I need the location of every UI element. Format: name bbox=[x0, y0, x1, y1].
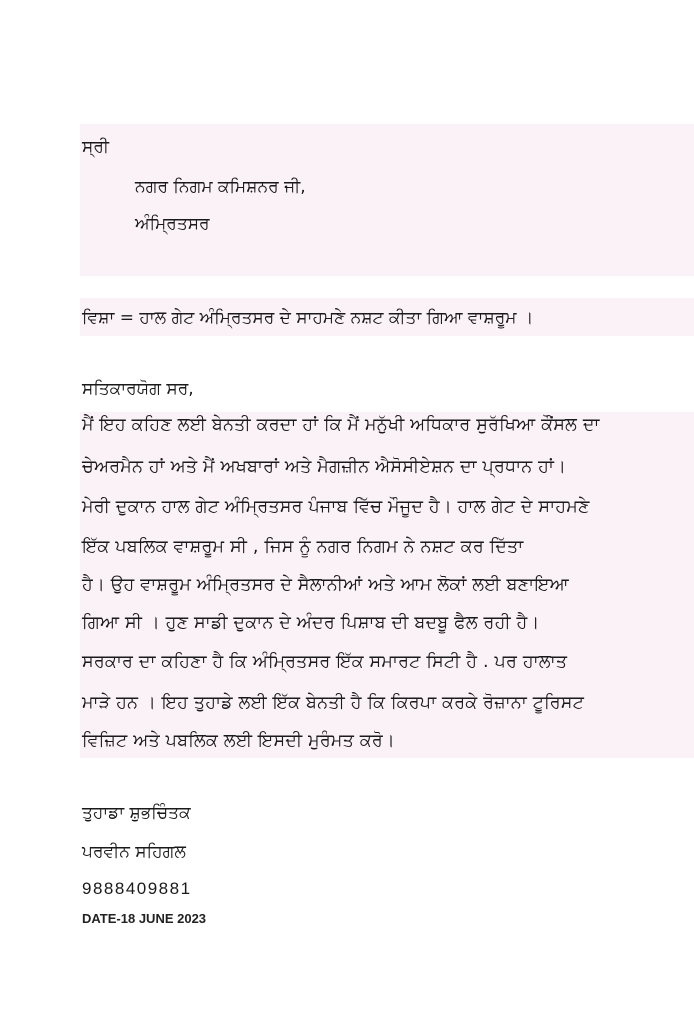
phone-number: 9888409881 bbox=[82, 879, 192, 898]
body-line-4: ਇੱਕ ਪਬਲਿਕ ਵਾਸ਼ਰੂਮ ਸੀ , ਜਿਸ ਨੂੰ ਨਗਰ ਨਿਗਮ ਨੇ ਨਸ਼ਟ ਕਰ ਦਿੱਤਾ bbox=[82, 537, 524, 557]
closing: ਤੁਹਾਡਾ ਸ਼ੁਭਚਿੰਤਕ bbox=[82, 803, 191, 823]
body-line-5: ਹੈ। ਉਹ ਵਾਸ਼ਰੂਮ ਅੰਮ੍ਰਿਤਸਰ ਦੇ ਸੈਲਾਨੀਆਂ ਅਤੇ ਆਮ ਲੋਕਾਂ ਲਈ ਬਣਾਇਆ bbox=[82, 575, 569, 595]
letter-date: DATE-18 JUNE 2023 bbox=[82, 911, 207, 926]
subject-line: ਵਿਸ਼ਾ = ਹਾਲ ਗੇਟ ਅੰਮ੍ਰਿਤਸਰ ਦੇ ਸਾਹਮਣੇ ਨਸ਼ਟ ਕੀਤਾ ਗਿਆ ਵਾਸ਼ਰੂਮ । bbox=[82, 308, 534, 328]
greeting: ਸਤਿਕਾਰਯੋਗ ਸਰ, bbox=[82, 379, 194, 399]
salutation: ਸ੍ਰੀ bbox=[82, 137, 109, 157]
recipient-title: ਨਗਰ ਨਿਗਮ ਕਮਿਸ਼ਨਰ ਜੀ, bbox=[135, 177, 306, 197]
body-line-1: ਮੈਂ ਇਹ ਕਹਿਣ ਲਈ ਬੇਨਤੀ ਕਰਦਾ ਹਾਂ ਕਿ ਮੈਂ ਮਨੁੱਖੀ ਅਧਿਕਾਰ ਸੁਰੱਖਿਆ ਕੌਂਸਲ ਦਾ bbox=[82, 415, 600, 435]
recipient-city: ਅੰਮ੍ਰਿਤਸਰ bbox=[135, 214, 210, 234]
body-line-2: ਚੇਅਰਮੈਨ ਹਾਂ ਅਤੇ ਮੈਂ ਅਖਬਾਰਾਂ ਅਤੇ ਮੈਗਜ਼ੀਨ ਐਸੋਸੀਏਸ਼ਨ ਦਾ ਪ੍ਰਧਾਨ ਹਾਂ। bbox=[82, 457, 567, 477]
body-line-3: ਮੇਰੀ ਦੁਕਾਨ ਹਾਲ ਗੇਟ ਅੰਮ੍ਰਿਤਸਰ ਪੰਜਾਬ ਵਿੱਚ ਮੌਜੂਦ ਹੈ। ਹਾਲ ਗੇਟ ਦੇ ਸਾਹਮਣੇ bbox=[82, 497, 590, 517]
body-line-9: ਵਿਜ਼ਿਟ ਅਤੇ ਪਬਲਿਕ ਲਈ ਇਸਦੀ ਮੁਰੰਮਤ ਕਰੋ। bbox=[82, 731, 395, 751]
body-line-7: ਸਰਕਾਰ ਦਾ ਕਹਿਣਾ ਹੈ ਕਿ ਅੰਮ੍ਰਿਤਸਰ ਇੱਕ ਸਮਾਰਟ ਸਿਟੀ ਹੈ . ਪਰ ਹਾਲਾਤ bbox=[82, 652, 568, 672]
body-line-6: ਗਿਆ ਸੀ । ਹੁਣ ਸਾਡੀ ਦੁਕਾਨ ਦੇ ਅੰਦਰ ਪਿਸ਼ਾਬ ਦੀ ਬਦਬੂ ਫੈਲ ਰਹੀ ਹੈ। bbox=[82, 613, 540, 633]
body-line-8: ਮਾੜੇ ਹਨ । ਇਹ ਤੁਹਾਡੇ ਲਈ ਇੱਕ ਬੇਨਤੀ ਹੈ ਕਿ ਕਿਰਪਾ ਕਰਕੇ ਰੋਜ਼ਾਨਾ ਟੂਰਿਸਟ bbox=[82, 693, 585, 713]
address-highlight bbox=[80, 124, 694, 276]
signature-name: ਪਰਵੀਨ ਸਹਿਗਲ bbox=[82, 842, 186, 862]
